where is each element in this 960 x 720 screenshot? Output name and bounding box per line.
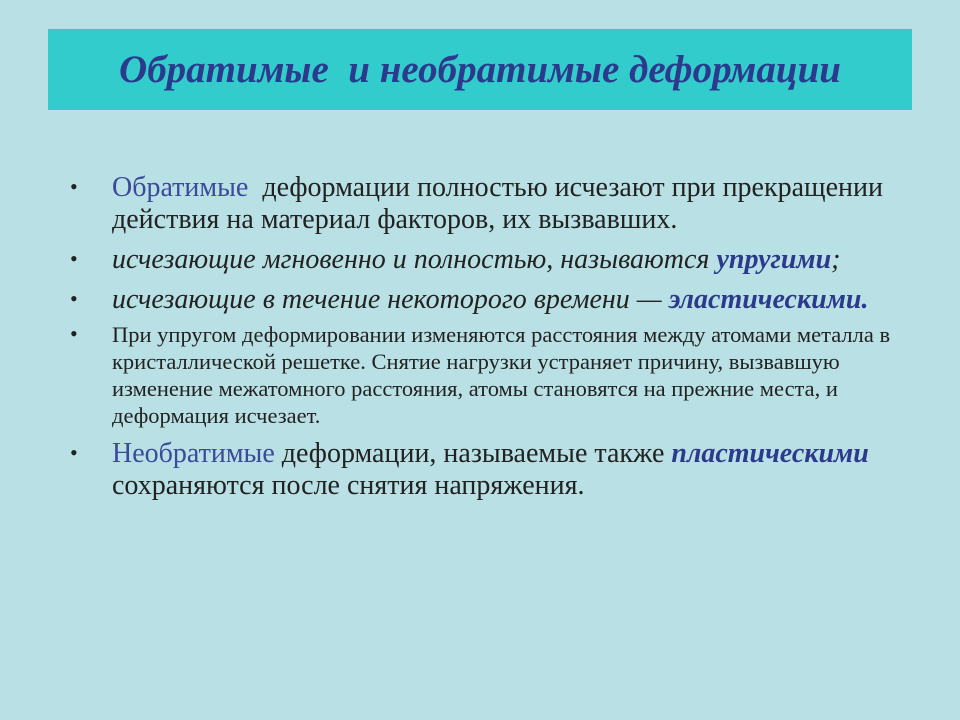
- bullet-text: деформации, называемые также: [274, 438, 672, 469]
- slide-title: Обратимые и необратимые деформации: [119, 48, 841, 91]
- term-plastic: пластическими: [671, 438, 869, 469]
- term-irreversible: Необратимые: [112, 438, 275, 469]
- bullet-dot-icon: •: [70, 440, 78, 465]
- bullet-dot-icon: •: [70, 174, 78, 199]
- bullet-text: исчезающие в течение некоторого времени —: [112, 284, 669, 315]
- title-bar: [48, 29, 912, 110]
- term-reversible: Обратимые: [112, 172, 249, 203]
- bullet-elastic: [70, 244, 940, 276]
- bullet-dot-icon: •: [70, 286, 78, 311]
- bullet-list: [70, 172, 940, 502]
- bullet-text: При упругом деформировании изменяются расстояния между атомами металла в кристаллической решетке. Снятие нагрузки устраняет причину, вызвавшую изменение межатомного расстояния, атомы становятся на прежние места, и деформация исчезает.: [112, 322, 891, 428]
- bullet-text: исчезающие мгновенно и полностью, называются: [112, 244, 717, 275]
- bullet-dot-icon: •: [70, 321, 78, 346]
- bullet-irreversible: [70, 438, 940, 502]
- term-elastic: упругими: [716, 244, 832, 275]
- bullet-viscoelastic: [70, 284, 940, 316]
- bullet-reversible: [70, 172, 940, 236]
- term-viscoelastic: эластическими.: [668, 284, 869, 315]
- bullet-dot-icon: •: [70, 246, 78, 271]
- bullet-text: деформации полностью исчезают при прекращении действия на материал факторов, их вызвавших.: [112, 172, 890, 235]
- bullet-elastic-deformation: [70, 321, 940, 429]
- bullet-tail: сохраняются после снятия напряжения.: [112, 438, 876, 501]
- bullet-tail: ;: [831, 244, 841, 275]
